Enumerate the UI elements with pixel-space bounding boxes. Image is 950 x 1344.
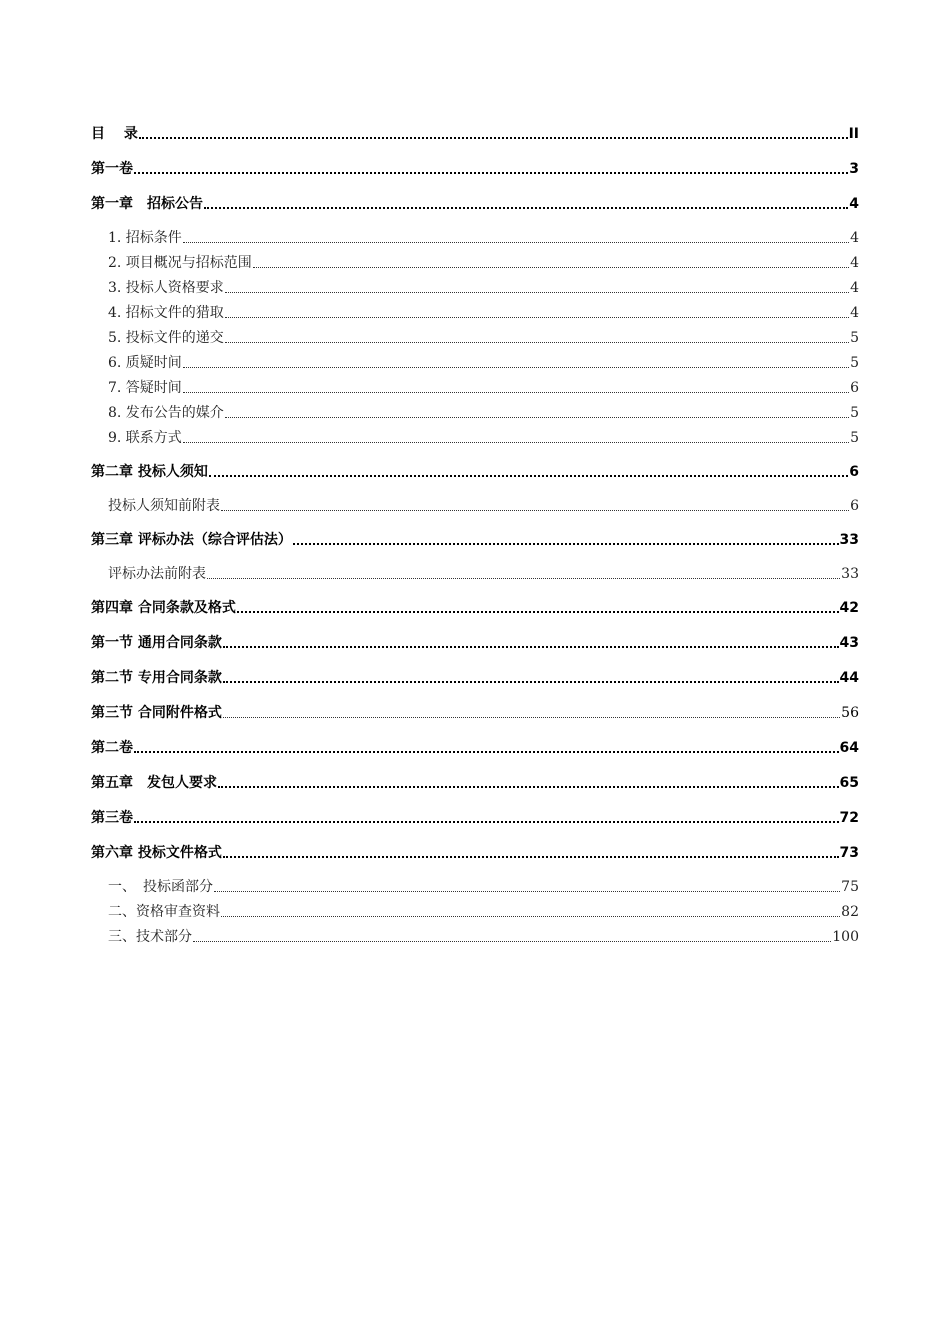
dot-leader bbox=[183, 367, 849, 368]
toc-entry-page: 4 bbox=[849, 196, 859, 212]
toc-entry[interactable] bbox=[91, 328, 859, 348]
toc-entry[interactable] bbox=[91, 159, 859, 179]
toc-entry-page: 64 bbox=[839, 740, 859, 756]
toc-entry-title: 目 录 bbox=[91, 126, 138, 142]
toc-entry-page: 4 bbox=[850, 255, 859, 271]
toc-entry[interactable] bbox=[91, 253, 859, 273]
dot-leader bbox=[183, 392, 849, 393]
toc-entry-page: II bbox=[848, 126, 859, 142]
toc-entry-title: 第三卷 bbox=[91, 810, 133, 826]
toc-entry[interactable] bbox=[91, 378, 859, 398]
toc-entry[interactable] bbox=[91, 564, 859, 584]
dot-leader bbox=[223, 646, 839, 648]
toc-entry-page: 5 bbox=[850, 330, 859, 346]
toc-entry[interactable] bbox=[91, 902, 859, 922]
toc-entry-page: 65 bbox=[839, 775, 859, 791]
toc-entry[interactable] bbox=[91, 403, 859, 423]
toc-entry-page: 42 bbox=[839, 600, 859, 616]
dot-leader bbox=[183, 442, 849, 443]
toc-entry-page: 3 bbox=[849, 161, 859, 177]
toc-entry-page: 33 bbox=[839, 532, 859, 548]
dot-leader bbox=[253, 267, 849, 268]
toc-entry[interactable] bbox=[91, 633, 859, 653]
toc-entry-title: 三、技术部分 bbox=[108, 929, 192, 945]
toc-entry[interactable] bbox=[91, 703, 859, 723]
toc-entry-title: 1. 招标条件 bbox=[108, 230, 182, 246]
toc-entry-title: 第四章 合同条款及格式 bbox=[91, 600, 236, 616]
toc-entry-page: 72 bbox=[839, 810, 859, 826]
dot-leader bbox=[225, 317, 849, 318]
toc-entry-title: 6. 质疑时间 bbox=[108, 355, 182, 371]
toc-entry-title: 第二章 投标人须知 bbox=[91, 464, 208, 480]
dot-leader bbox=[223, 856, 839, 858]
toc-entry-title: 第六章 投标文件格式 bbox=[91, 845, 222, 861]
toc-entry[interactable] bbox=[91, 877, 859, 897]
toc-entry-title: 8. 发布公告的媒介 bbox=[108, 405, 224, 421]
toc-entry[interactable] bbox=[91, 927, 859, 947]
toc-entry-page: 6 bbox=[849, 464, 859, 480]
toc-entry[interactable] bbox=[91, 773, 859, 793]
toc-entry-page: 5 bbox=[850, 355, 859, 371]
dot-leader bbox=[207, 578, 840, 579]
toc-entry-title: 4. 招标文件的猎取 bbox=[108, 305, 224, 321]
toc-entry-title: 3. 投标人资格要求 bbox=[108, 280, 224, 296]
dot-leader bbox=[183, 242, 849, 243]
dot-leader bbox=[209, 475, 848, 477]
toc-entry-title: 第一卷 bbox=[91, 161, 133, 177]
dot-leader bbox=[225, 292, 849, 293]
dot-leader bbox=[204, 207, 848, 209]
toc-entry[interactable] bbox=[91, 808, 859, 828]
toc-entry[interactable] bbox=[91, 738, 859, 758]
toc-entry-page: 6 bbox=[850, 498, 859, 514]
dot-leader bbox=[139, 137, 848, 139]
toc-entry-title: 投标人须知前附表 bbox=[108, 498, 220, 514]
toc-entry-title: 第一节 通用合同条款 bbox=[91, 635, 222, 651]
dot-leader bbox=[134, 821, 839, 823]
dot-leader bbox=[214, 891, 840, 892]
toc-entry-page: 4 bbox=[850, 305, 859, 321]
dot-leader bbox=[225, 342, 849, 343]
toc-entry[interactable] bbox=[91, 303, 859, 323]
toc-entry-title: 第三章 评标办法（综合评估法） bbox=[91, 532, 292, 548]
dot-leader bbox=[223, 681, 839, 683]
dot-leader bbox=[134, 172, 848, 174]
toc-entry[interactable] bbox=[91, 462, 859, 482]
toc-entry-title: 二、资格审查资料 bbox=[108, 904, 220, 920]
toc-entry-title: 一、 投标函部分 bbox=[108, 879, 213, 895]
toc-entry-page: 44 bbox=[839, 670, 859, 686]
dot-leader bbox=[223, 717, 840, 718]
toc-entry[interactable] bbox=[91, 228, 859, 248]
table-of-contents bbox=[91, 124, 859, 947]
toc-entry-title: 第五章 发包人要求 bbox=[91, 775, 217, 791]
toc-entry-page: 6 bbox=[850, 380, 859, 396]
toc-entry-title: 第二卷 bbox=[91, 740, 133, 756]
toc-entry-page: 82 bbox=[841, 904, 859, 920]
toc-entry-title: 第三节 合同附件格式 bbox=[91, 705, 222, 721]
toc-entry-page: 75 bbox=[841, 879, 859, 895]
toc-entry-page: 33 bbox=[841, 566, 859, 582]
toc-entry-title: 2. 项目概况与招标范围 bbox=[108, 255, 252, 271]
dot-leader bbox=[221, 510, 849, 511]
toc-entry[interactable] bbox=[91, 843, 859, 863]
toc-entry[interactable] bbox=[91, 598, 859, 618]
dot-leader bbox=[218, 786, 839, 788]
dot-leader bbox=[225, 417, 849, 418]
toc-entry[interactable] bbox=[91, 278, 859, 298]
toc-entry[interactable] bbox=[91, 530, 859, 550]
toc-entry[interactable] bbox=[91, 668, 859, 688]
toc-entry-title: 第二节 专用合同条款 bbox=[91, 670, 222, 686]
toc-entry[interactable] bbox=[91, 194, 859, 214]
toc-entry-title: 9. 联系方式 bbox=[108, 430, 182, 446]
toc-entry-page: 56 bbox=[841, 705, 859, 721]
dot-leader bbox=[193, 941, 831, 942]
toc-entry-title: 评标办法前附表 bbox=[108, 566, 206, 582]
dot-leader bbox=[134, 751, 839, 753]
toc-entry[interactable] bbox=[91, 124, 859, 144]
toc-entry-title: 7. 答疑时间 bbox=[108, 380, 182, 396]
toc-entry-title: 第一章 招标公告 bbox=[91, 196, 203, 212]
toc-entry-page: 4 bbox=[850, 230, 859, 246]
toc-entry-title: 5. 投标文件的递交 bbox=[108, 330, 224, 346]
toc-entry-page: 73 bbox=[839, 845, 859, 861]
dot-leader bbox=[293, 543, 839, 545]
dot-leader bbox=[221, 916, 840, 917]
toc-entry[interactable] bbox=[91, 428, 859, 448]
dot-leader bbox=[237, 611, 839, 613]
toc-entry-page: 5 bbox=[850, 430, 859, 446]
toc-entry-page: 5 bbox=[850, 405, 859, 421]
toc-entry-page: 4 bbox=[850, 280, 859, 296]
toc-entry-page: 43 bbox=[839, 635, 859, 651]
toc-entry[interactable] bbox=[91, 496, 859, 516]
toc-entry-page: 100 bbox=[832, 929, 859, 945]
toc-entry[interactable] bbox=[91, 353, 859, 373]
